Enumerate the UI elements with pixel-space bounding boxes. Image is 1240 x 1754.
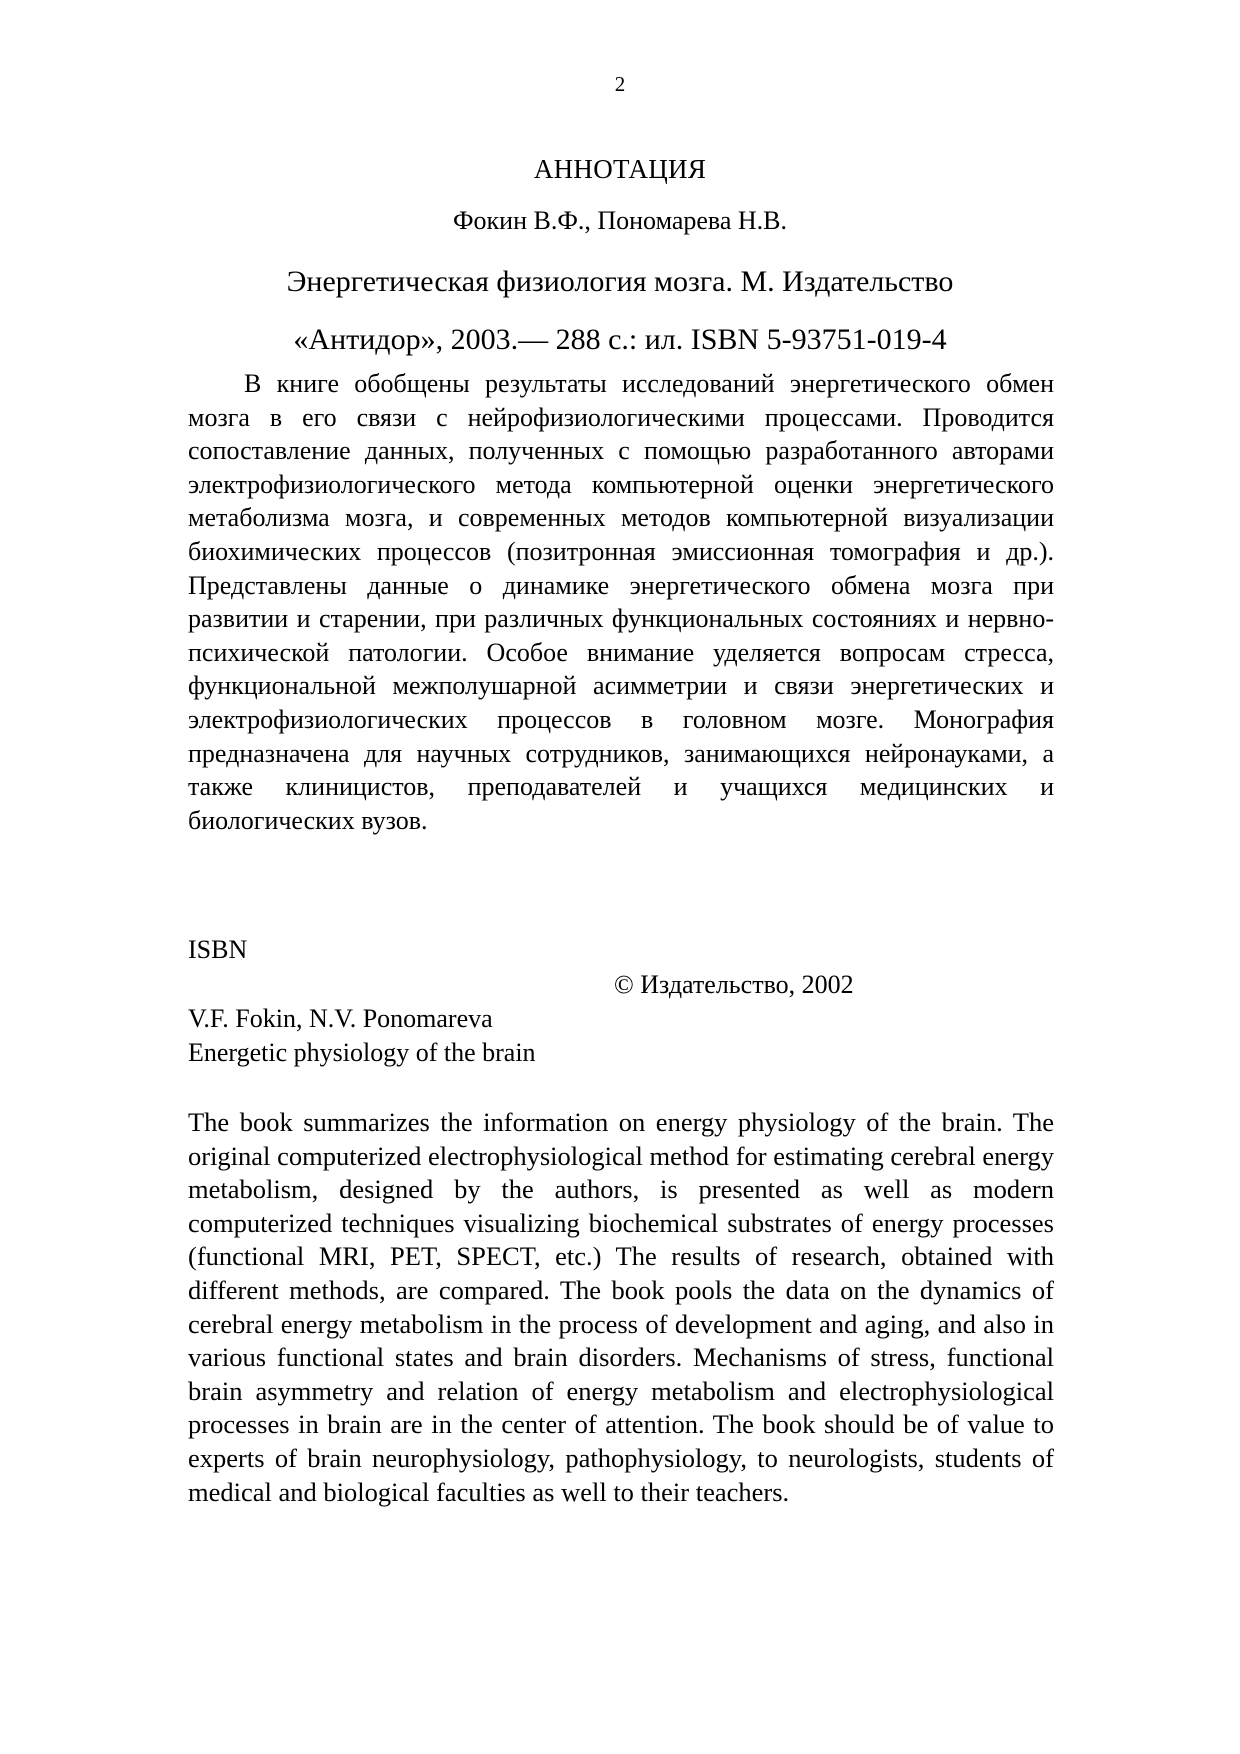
annotation-heading: АННОТАЦИЯ [533,154,707,184]
copyright-notice: © Издательство, 2002 [614,970,854,999]
page-number: 2 [614,72,626,96]
book-title-en: Energetic physiology of the brain [188,1038,536,1067]
book-title-line-2: «Антидор», 2003.— 288 с.: ил. ISBN 5-93751-019-4 [293,323,947,356]
abstract-ru: В книге обобщены результаты исследований энергетического обмен мозга в его связи с нейрофизиологическими процессами. Проводится сопоставление данных, полученных с помощью разработанного авторами электрофизиологического метода компьютерной оценки энергетического метаболизма мозга, и современных методов компьютерной визуализации биохимических процессов (позитронная эмиссионная томография и др.). Представлены данные о динамике энергетического обмена мозга при развитии и старении, при различных функциональных состояниях и нервно-психической патологии. Особое внимание уделяется вопросам стресса, функциональной межполушарной асимметрии и связи энергетических и электрофизиологических процессов в головном мозге. Монография предназначена для научных сотрудников, занимающихся нейронауками, а также клиницистов, преподавателей и учащихся медицинских и биологических вузов. [188,369,1054,835]
authors-ru: Фокин В.Ф., Пономарева Н.В. [452,206,788,235]
book-title-ru [0,253,1240,369]
authors-en: V.F. Fokin, N.V. Ponomareva [188,1004,493,1033]
abstract-en: The book summarizes the information on energy physiology of the brain. The original computerized electrophysiological method for estimating cerebral energy metabolism, designed by the authors, is presented as well as modern computerized techniques visualizing biochemical substrates of energy processes (functional MRI, PET, SPECT, etc.) The results of research, obtained with different methods, are compared. The book pools the data on the dynamics of cerebral energy metabolism in the process of development and aging, and also in various functional states and brain disorders. Mechanisms of stress, functional brain asymmetry and relation of energy metabolism and electrophysiological processes in brain are in the center of attention. The book should be of value to experts of brain neurophysiology, pathophysiology, to neurologists, students of medical and biological faculties as well to their teachers. [188,1107,1054,1507]
isbn-label: ISBN [188,935,248,964]
book-title-line-1: Энергетическая физиология мозга. М. Издательство [286,265,954,298]
